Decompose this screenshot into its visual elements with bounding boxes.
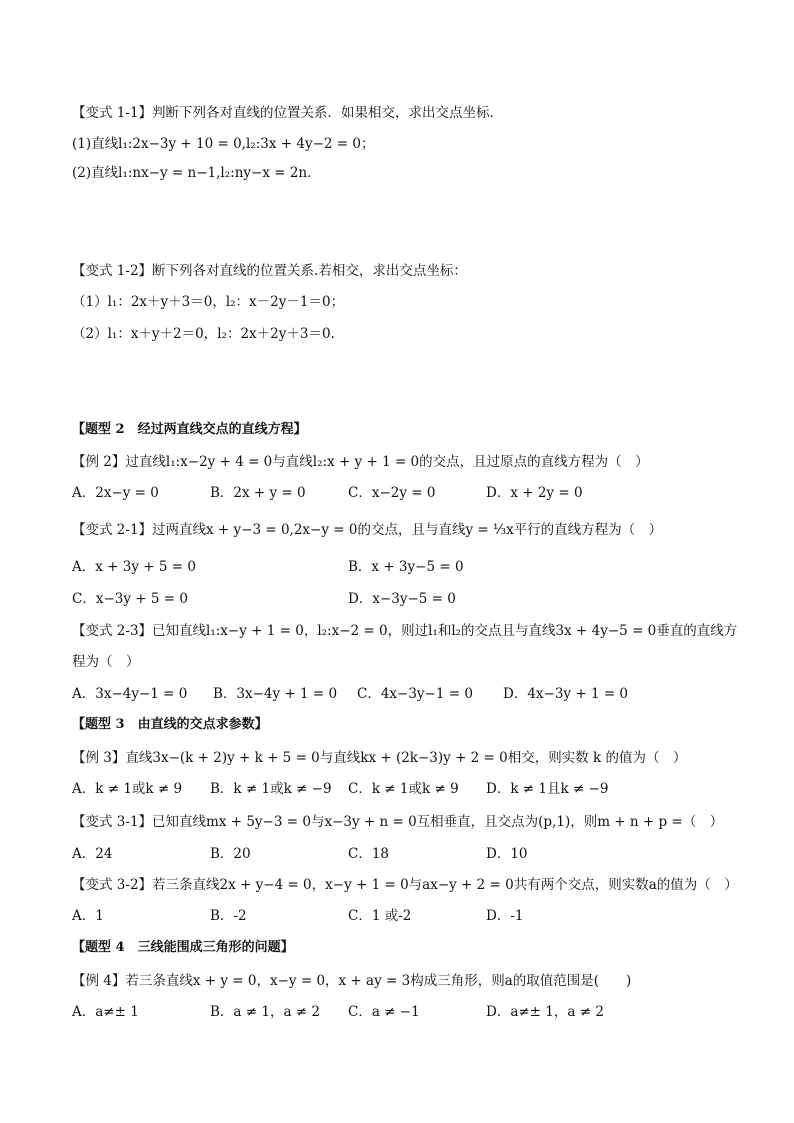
variant-1-1-part2: (2)直线l₁:nx−y = n−1,l₂:ny−x = 2n． — [72, 165, 321, 181]
variant-1-1-part1: (1)直线l₁:2x−3y + 10 = 0,l₂:3x + 4y−2 = 0； — [72, 136, 375, 152]
variant-2-3-option-a: A．3x−4y−1 = 0 — [72, 686, 188, 702]
example-2-option-a: A．2x−y = 0 — [72, 485, 159, 501]
variant-3-2-option-d: D．-1 — [486, 908, 524, 924]
variant-1-2-part2: （2）l₁：x＋y＋2＝0，l₂：2x＋2y＋3＝0. — [72, 326, 335, 342]
variant-2-1-option-d: D．x−3y−5 = 0 — [348, 591, 456, 607]
variant-3-1-option-b: B．20 — [210, 846, 251, 862]
section-2-title: 【题型 2 经过两直线交点的直线方程】 — [72, 422, 307, 437]
section-3-title: 【题型 3 由直线的交点求参数】 — [72, 717, 268, 732]
variant-2-1-option-a: A．x + 3y + 5 = 0 — [72, 559, 196, 575]
example-2-stem: 【例 2】过直线l₁:x−2y + 4 = 0与直线l₂:x + y + 1 = 0的交点，且过原点的直线方程为（ ） — [72, 454, 649, 470]
variant-3-1-option-c: C．18 — [348, 846, 390, 862]
variant-2-3-stem-line1: 【变式 2-3】已知直线l₁:x−y + 1 = 0，l₂:x−2 = 0，则过l₁和l₂的交点且与直线3x + 4y−5 = 0垂直的直线方 — [72, 623, 738, 639]
variant-3-2-stem: 【变式 3-2】若三条直线2x + y−4 = 0，x−y + 1 = 0与ax−y + 2 = 0共有两个交点，则实数a的值为（ ） — [72, 877, 738, 893]
variant-2-3-option-b: B．3x−4y + 1 = 0 — [213, 686, 338, 702]
variant-3-1-option-d: D．10 — [486, 846, 528, 862]
variant-2-1-option-b: B．x + 3y−5 = 0 — [348, 559, 464, 575]
variant-2-1-stem: 【变式 2-1】过两直线x + y−3 = 0,2x−y = 0的交点，且与直线y = ⅓x平行的直线方程为（ ） — [72, 522, 663, 538]
variant-2-3-stem-line2: 程为（ ） — [72, 654, 140, 670]
example-3-option-a: A．k ≠ 1或k ≠ 9 — [72, 781, 183, 797]
variant-1-2-part1: （1）l₁：2x＋y＋3＝0，l₂：x－2y－1＝0； — [72, 294, 345, 310]
example-4-option-d: D．a≠± 1，a ≠ 2 — [486, 1004, 604, 1020]
variant-2-3-option-d: D．4x−3y + 1 = 0 — [503, 686, 629, 702]
example-4-option-b: B．a ≠ 1，a ≠ 2 — [210, 1004, 320, 1020]
example-4-option-a: A．a≠± 1 — [72, 1004, 139, 1020]
variant-3-1-stem: 【变式 3-1】已知直线mx + 5y−3 = 0与x−3y + n = 0互相垂直，且交点为(p,1)，则m + n + p =（ ） — [72, 814, 724, 830]
variant-3-2-option-a: A．1 — [72, 908, 104, 924]
variant-3-2-option-b: B．-2 — [210, 908, 247, 924]
variant-1-1-title: 【变式 1-1】判断下列各对直线的位置关系．如果相交，求出交点坐标． — [72, 105, 504, 121]
variant-1-2-title: 【变式 1-2】断下列各对直线的位置关系.若相交，求出交点坐标： — [72, 263, 467, 279]
example-3-option-d: D．k ≠ 1且k ≠ −9 — [486, 781, 609, 797]
variant-3-2-option-c: C．1 或-2 — [348, 908, 412, 924]
variant-3-1-option-a: A．24 — [72, 846, 113, 862]
example-3-stem: 【例 3】直线3x−(k + 2)y + k + 5 = 0与直线kx + (2k−3)y + 2 = 0相交，则实数 k 的值为（ ） — [72, 750, 687, 766]
variant-2-1-option-c: C．x−3y + 5 = 0 — [72, 591, 188, 607]
example-4-stem: 【例 4】若三条直线x + y = 0，x−y = 0，x + ay = 3构成三角形，则a的取值范围是( ) — [72, 973, 632, 989]
example-3-option-c: C．k ≠ 1或k ≠ 9 — [348, 781, 459, 797]
example-3-option-b: B．k ≠ 1或k ≠ −9 — [210, 781, 332, 797]
example-2-option-d: D．x + 2y = 0 — [486, 485, 583, 501]
section-4-title: 【题型 4 三线能围成三角形的问题】 — [72, 940, 294, 955]
example-4-option-c: C．a ≠ −1 — [348, 1004, 420, 1020]
example-2-option-c: C．x−2y = 0 — [348, 485, 436, 501]
variant-2-3-option-c: C．4x−3y−1 = 0 — [357, 686, 473, 702]
example-2-option-b: B．2x + y = 0 — [210, 485, 306, 501]
